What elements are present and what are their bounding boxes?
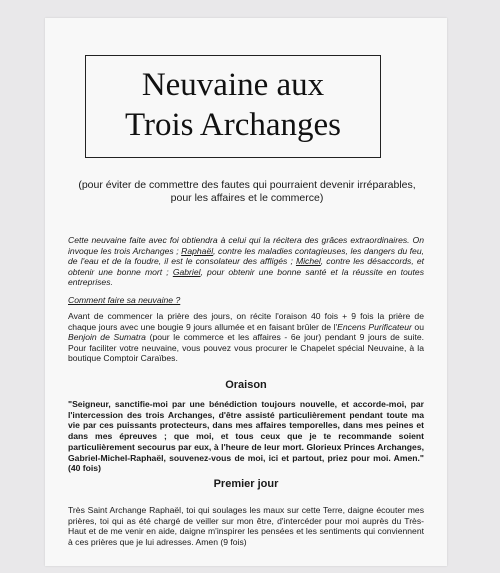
howto-question: Comment faire sa neuvaine ? xyxy=(68,295,181,305)
prayer-count: (40 fois) xyxy=(68,463,101,474)
oraison-heading: Oraison xyxy=(225,379,267,391)
benjoin-de-sumatra: Benjoin de Sumatra xyxy=(68,332,146,342)
subtitle-line-2: pour les affaires et le commerce) xyxy=(170,192,324,204)
preamble-paragraph xyxy=(68,311,424,364)
preamble-text-2: ou xyxy=(411,321,424,332)
intro-paragraph xyxy=(68,235,424,288)
day1-heading: Premier jour xyxy=(213,478,279,490)
day1-paragraph: Très Saint Archange Raphaël, toi qui soulages les maux sur cette Terre, daigne écouter mes prières, toi qui as été chargé de veiller sur mon être, d'intercéder pour moi auprès du Très-Haut et de me venir en aide, daigne m'inspirer les pensées et les sentiments qui conviennent à ces prières que je lui adresses. Amen (9 fois) xyxy=(68,505,424,547)
preamble-text-1: Avant de commencer la prière des jours, on récite l'oraison 40 fois + 9 fois la prière de chaque jours avec une bougie 9 jours allumée et en faisant brûler de l' xyxy=(68,311,424,332)
intro-text-1: Cette neuvaine faite avec foi obtiendra à celui qui la récitera des grâces extraordinaires. On invoque les trois Archanges ; xyxy=(68,235,424,256)
archangel-gabriel: Gabriel xyxy=(172,266,201,277)
intro-text-3: , contre les désaccords, et obtenir une bonne mort ; xyxy=(68,256,425,277)
prayer-text: "Seigneur, sanctifie-moi par une bénédiction toujours nouvelle, et accorde-moi, par l'intercession des trois Archanges, d'être assisté particulièrement pendant toute ma vie par ces puissants protecteurs, dans mes affaires temporelles, dans mes peines et dans mes épreuves ; que moi, et tous ceux que je te recommande soient particulièrement secourus par eux, à l'heure de leur mort. Glorieux Princes Archanges, Gabriel-Michel-Raphaël, souvenez-vous de moi, ici et partout, priez pour moi. Amen." xyxy=(68,399,424,463)
intro-text-2: , contre les maladies contagieuses, les dangers du feu, de l'eau et de la foudre, il est le consolateur des affligés ; xyxy=(68,245,424,266)
subtitle-line-1: (pour éviter de commettre des fautes qui pourraient devenir irréparables, xyxy=(78,179,416,191)
preamble-text-3: (pour le commerce et les affaires - 6e jour) pendant 9 jours de suite. Pour faciliter votre neuvaine, vous pouvez vous procurer le Chapelet spécial Neuvaine, à la boutique Comptoir Caraïbes. xyxy=(68,332,424,363)
title-box xyxy=(85,55,381,158)
encens-purificateur: Encens Purificateur xyxy=(337,321,412,332)
archangel-raphael: Raphaël xyxy=(181,245,214,256)
intro-text-4: , pour obtenir une bonne santé et la réussite en toutes entreprises. xyxy=(68,266,424,287)
archangel-michel: Michel xyxy=(295,256,321,266)
title-line-1: Neuvaine aux xyxy=(141,67,325,103)
title-line-2: Trois Archanges xyxy=(124,107,342,143)
subtitle xyxy=(67,179,427,205)
document-page xyxy=(45,18,447,566)
prayer-paragraph xyxy=(68,399,424,474)
